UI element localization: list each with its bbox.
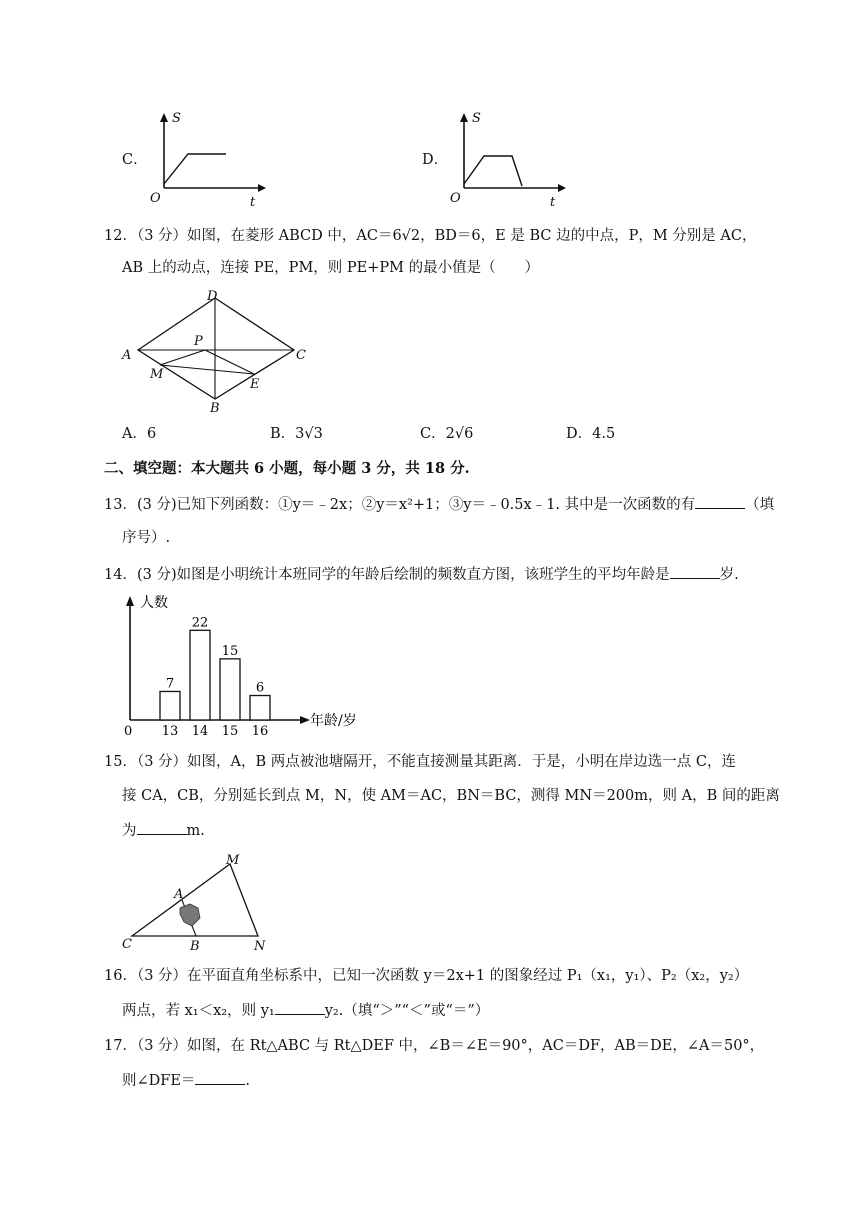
question-17-line2: 则∠DFE＝ . bbox=[122, 1070, 250, 1091]
question-12-line2: AB 上的动点，连接 PE，PM，则 PE+PM 的最小值是（ ） bbox=[122, 260, 540, 276]
answer-blank-16[interactable] bbox=[275, 1000, 325, 1015]
svg-text:N: N bbox=[254, 939, 266, 952]
bar-value-label: 15 bbox=[221, 643, 239, 659]
category-tick-label: 13 bbox=[161, 724, 179, 739]
bar-16 bbox=[250, 696, 270, 720]
option-d-graph bbox=[446, 108, 566, 208]
t-axis-label: t bbox=[250, 195, 256, 208]
answer-blank-14[interactable] bbox=[670, 564, 720, 579]
question-13-line2: 序号）. bbox=[122, 530, 171, 546]
age-histogram bbox=[120, 594, 370, 740]
answer-blank-17[interactable] bbox=[195, 1070, 245, 1085]
bar-13 bbox=[160, 691, 180, 720]
svg-text:C: C bbox=[296, 348, 306, 363]
bar-14 bbox=[190, 630, 210, 720]
option-d-label: D． bbox=[422, 152, 449, 168]
question-17-line1: 17．（3 分）如图，在 Rt△ABC 与 Rt△DEF 中，∠B＝∠E＝90°，AC＝DF，AB＝DE，∠A＝50°， bbox=[104, 1038, 765, 1054]
category-tick-label: 16 bbox=[251, 724, 269, 739]
question-16-line2: 两点，若 x₁＜x₂，则 y₁ y₂.（填“＞”“＜”或“＝”） bbox=[122, 1000, 489, 1021]
q12-option-c: C．2√6 bbox=[420, 426, 474, 442]
category-tick-label: 15 bbox=[221, 724, 239, 739]
s-axis-label: S bbox=[172, 111, 181, 126]
bar-value-label: 22 bbox=[191, 615, 209, 631]
bar-15 bbox=[220, 659, 240, 720]
svg-text:P: P bbox=[194, 334, 203, 349]
category-tick-label: 14 bbox=[191, 724, 209, 739]
svg-text:C: C bbox=[122, 937, 132, 952]
svg-text:M: M bbox=[150, 367, 164, 382]
answer-blank-15[interactable] bbox=[137, 820, 187, 835]
question-15-line1: 15．（3 分）如图，A，B 两点被池塘隔开，不能直接测量其距离．于是，小明在岸边选一点 C，连 bbox=[104, 754, 736, 770]
origin-label: O bbox=[150, 191, 161, 206]
pond-figure bbox=[118, 852, 278, 952]
option-c-label: C． bbox=[122, 152, 148, 168]
q12-option-a: A．6 bbox=[122, 426, 157, 442]
svg-text:S: S bbox=[472, 111, 481, 126]
svg-text:B: B bbox=[190, 939, 200, 952]
q12-option-b: B．3√3 bbox=[270, 426, 323, 442]
section-2-title: 二、填空题：本大题共 6 小题，每小题 3 分，共 18 分. bbox=[104, 460, 470, 477]
svg-text:A: A bbox=[122, 348, 132, 363]
question-15-line3: 为 m. bbox=[122, 820, 205, 841]
svg-text:O: O bbox=[450, 191, 461, 206]
y-axis-label: 人数 bbox=[140, 595, 168, 611]
svg-text:t: t bbox=[550, 195, 556, 208]
option-c-graph bbox=[146, 108, 266, 208]
origin-label: 0 bbox=[124, 724, 133, 739]
svg-text:E: E bbox=[250, 377, 260, 392]
question-14-line1: 14．(3 分)如图是小明统计本班同学的年龄后绘制的频数直方图，该班学生的平均年龄是 岁. bbox=[104, 564, 739, 585]
question-13-line1: 13．(3 分)已知下列函数：①y＝﹣2x；②y＝x²+1；③y＝﹣0.5x﹣1. 其中是一次函数的有 （填 bbox=[104, 494, 774, 515]
answer-blank-13[interactable] bbox=[695, 494, 745, 509]
bar-value-label: 7 bbox=[165, 676, 175, 692]
x-axis-label: 年龄/岁 bbox=[310, 713, 357, 729]
svg-text:D: D bbox=[207, 289, 218, 304]
svg-text:A: A bbox=[174, 887, 184, 902]
question-15-line2: 接 CA，CB，分别延长到点 M，N，使 AM＝AC，BN＝BC，测得 MN＝200m，则 A，B 间的距离 bbox=[122, 788, 780, 804]
rhombus-figure bbox=[118, 286, 318, 412]
bar-value-label: 6 bbox=[255, 680, 265, 696]
question-16-line1: 16．（3 分）在平面直角坐标系中，已知一次函数 y＝2x+1 的图象经过 P₁（x₁，y₁）、P₂（x₂，y₂） bbox=[104, 968, 749, 984]
svg-text:M: M bbox=[226, 853, 240, 868]
q12-option-d: D．4.5 bbox=[566, 426, 616, 442]
svg-text:B: B bbox=[210, 401, 220, 412]
question-12-line1: 12．（3 分）如图，在菱形 ABCD 中，AC＝6√2，BD＝6，E 是 BC 边的中点，P，M 分别是 AC， bbox=[104, 228, 757, 244]
